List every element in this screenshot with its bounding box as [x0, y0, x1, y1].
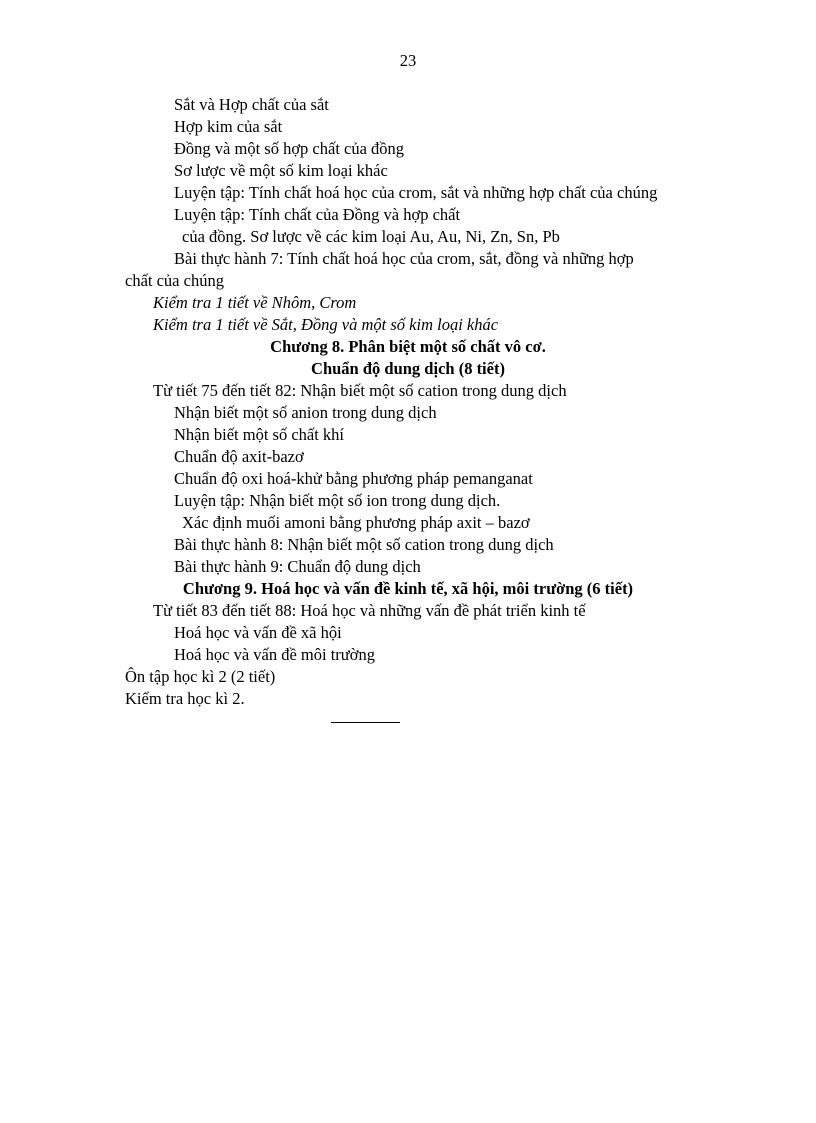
list-item: Chuẩn độ axit-bazơ: [174, 447, 304, 466]
end-divider: [331, 722, 400, 723]
list-item: Từ tiết 83 đến tiết 88: Hoá học và những vấn đề phát triển kinh tế: [153, 601, 586, 620]
list-item: Hoá học và vấn đề môi trường: [174, 645, 375, 664]
list-item: Nhận biết một số chất khí: [174, 425, 345, 444]
chapter-heading: Chương 9. Hoá học và vấn đề kinh tế, xã hội, môi trường (6 tiết): [182, 579, 634, 598]
list-item: Hợp kim của sắt: [174, 117, 283, 136]
list-item: Chuẩn độ oxi hoá-khử bằng phương pháp pemanganat: [174, 469, 533, 488]
list-item: Bài thực hành 9: Chuẩn độ dung dịch: [174, 557, 421, 576]
list-item: Sơ lược về một số kim loại khác: [174, 161, 388, 180]
list-item: Luyện tập: Tính chất của Đồng và hợp chất: [174, 205, 461, 224]
list-item: Bài thực hành 8: Nhận biết một số cation trong dung dịch: [174, 535, 554, 554]
list-item: Nhận biết một số anion trong dung dịch: [174, 403, 437, 422]
list-item: Luyện tập: Nhận biết một số ion trong dung dịch.: [174, 491, 501, 510]
list-item: chất của chúng: [125, 271, 224, 290]
list-item: Ôn tập học kì 2 (2 tiết): [125, 667, 276, 686]
list-item: Xác định muối amoni bằng phương pháp axit – bazơ: [182, 513, 530, 532]
page-number: 23: [399, 51, 417, 70]
list-item: Đồng và một số hợp chất của đồng: [174, 139, 405, 158]
list-item: Hoá học và vấn đề xã hội: [174, 623, 342, 642]
list-item: Sắt và Hợp chất của sắt: [174, 95, 329, 114]
chapter-heading: Chương 8. Phân biệt một số chất vô cơ.: [270, 337, 546, 356]
chapter-heading: Chuẩn độ dung dịch (8 tiết): [311, 359, 505, 378]
list-item: của đồng. Sơ lược về các kim loại Au, Au, Ni, Zn, Sn, Pb: [182, 227, 560, 246]
list-item: Kiểm tra học kì 2.: [125, 689, 245, 708]
list-item: Bài thực hành 7: Tính chất hoá học của crom, sắt, đồng và những hợp: [174, 249, 634, 268]
list-item: Kiểm tra 1 tiết về Sắt, Đồng và một số kim loại khác: [153, 315, 499, 334]
list-item: Kiểm tra 1 tiết về Nhôm, Crom: [153, 293, 357, 312]
list-item: Luyện tập: Tính chất hoá học của crom, sắt và những hợp chất của chúng: [174, 183, 658, 202]
list-item: Từ tiết 75 đến tiết 82: Nhận biết một số cation trong dung dịch: [153, 381, 567, 400]
